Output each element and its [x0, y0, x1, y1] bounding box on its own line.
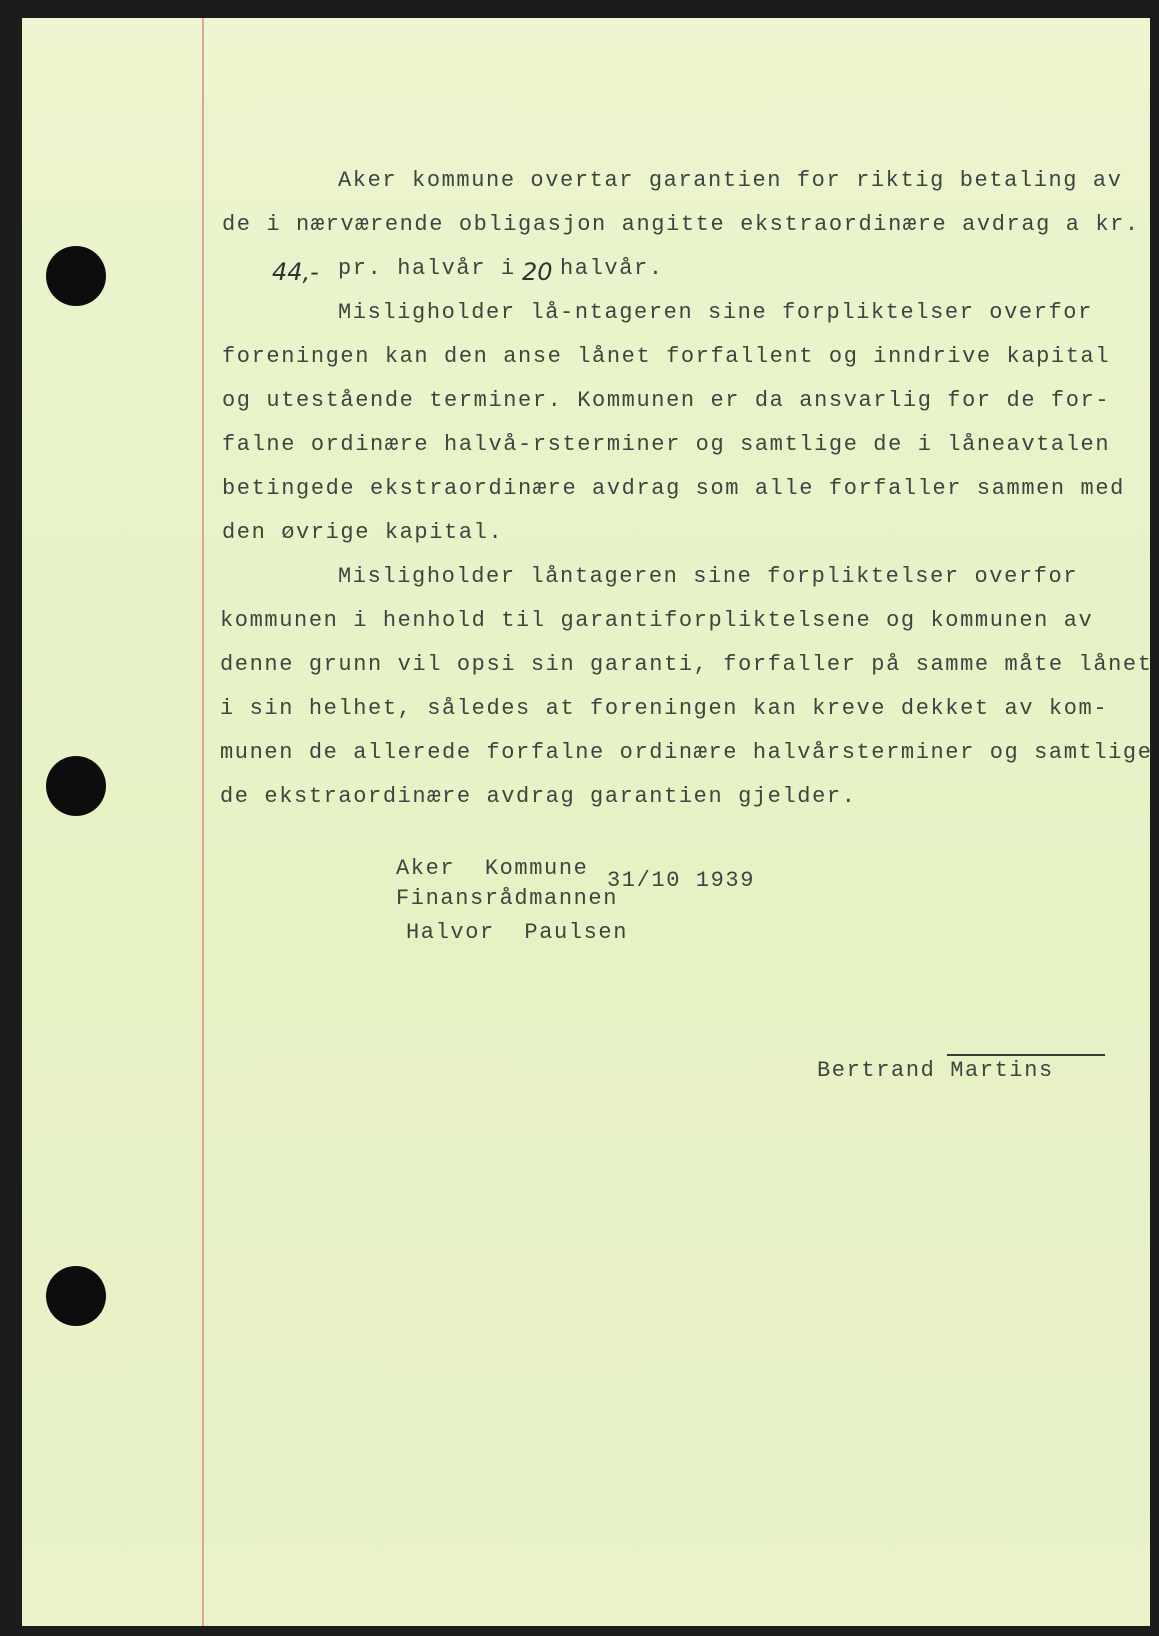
signature-rule	[947, 1054, 1105, 1056]
text-line-10: Misligholder låntageren sine forpliktelser overfor	[338, 564, 1079, 589]
red-margin-line	[202, 18, 204, 1626]
handwritten-amount: 44,-	[272, 258, 319, 286]
text-line-2: de i nærværende obligasjon angitte ekstraordinære avdrag a kr.	[222, 212, 1140, 237]
document-page	[22, 18, 1153, 1626]
text-line-1: Aker kommune overtar garantien for riktig betaling av	[338, 168, 1123, 193]
text-line-3b: halvår.	[560, 256, 664, 281]
signature-name: Halvor Paulsen	[406, 920, 629, 945]
punch-hole-icon	[46, 1266, 106, 1326]
text-line-8: betingede ekstraordinære avdrag som alle forfaller sammen med	[222, 476, 1125, 501]
signature-title: Finansrådmannen	[396, 886, 619, 911]
text-line-11: kommunen i henhold til garantiforpliktelsene og kommunen av	[220, 608, 1094, 633]
signature-municipality: Aker Kommune	[396, 856, 589, 881]
text-line-3a: pr. halvår i	[338, 256, 516, 281]
text-line-12: denne grunn vil opsi sin garanti, forfaller på samme måte lånet	[220, 652, 1153, 677]
text-line-9: den øvrige kapital.	[222, 520, 504, 545]
text-line-15: de ekstraordinære avdrag garantien gjelder.	[220, 784, 857, 809]
text-line-14: munen de allerede forfalne ordinære halvårsterminer og samtlige	[220, 740, 1153, 765]
text-line-5: foreningen kan den anse lånet forfallent og inndrive kapital	[222, 344, 1111, 369]
second-signature-name: Bertrand Martins	[817, 1058, 1054, 1083]
signature-date: 31/10 1939	[607, 868, 756, 893]
punch-hole-icon	[46, 246, 106, 306]
handwritten-count: 20	[522, 258, 553, 286]
text-line-4: Misligholder lå-ntageren sine forpliktelser overfor	[338, 300, 1093, 325]
punch-hole-icon	[46, 756, 106, 816]
text-line-7: falne ordinære halvå-rsterminer og samtlige de i låneavtalen	[222, 432, 1111, 457]
text-line-6: og utestående terminer. Kommunen er da ansvarlig for de for-	[222, 388, 1111, 413]
text-line-13: i sin helhet, således at foreningen kan kreve dekket av kom-	[220, 696, 1109, 721]
